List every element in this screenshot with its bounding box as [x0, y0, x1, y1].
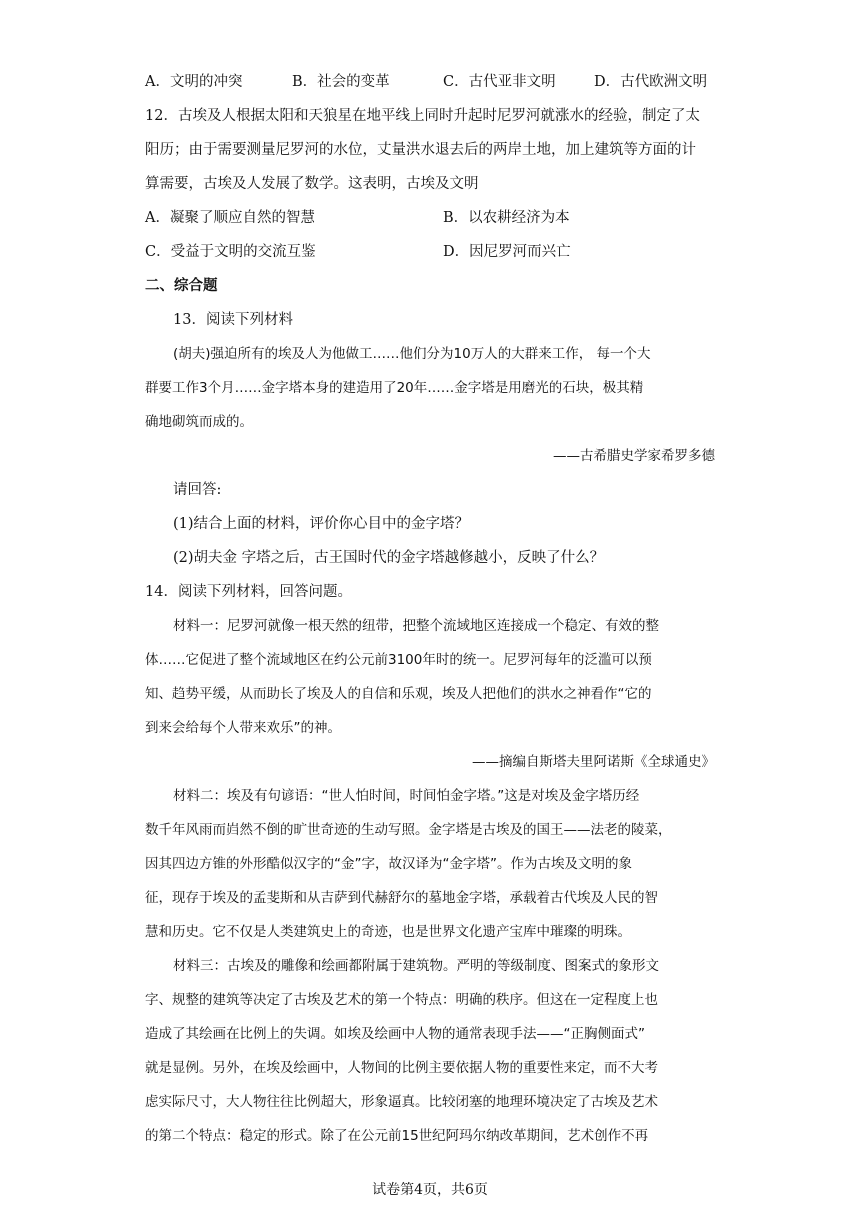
q12-option-d: D．因尼罗河而兴亡	[443, 244, 571, 260]
q12-option-b: B．以农耕经济为本	[443, 210, 570, 226]
q12-option-a: A．凝聚了顺应自然的智慧	[145, 210, 315, 226]
q14-material3-line-6: 的第二个特点：稳定的形式。除了在公元前15世纪阿玛尔纳改革期间，艺术创作不再	[145, 1128, 649, 1144]
section-heading: 二、综合题	[145, 277, 218, 294]
q14-material2-line-2: 数千年风雨而岿然不倒的旷世奇迹的生动写照。金字塔是古埃及的国王——法老的陵菜，	[145, 822, 672, 838]
q14-material1-line-4: 到来会给每个人带来欢乐”的神。	[145, 720, 341, 736]
q14-material3-line-3: 造成了其绘画在比例上的失调。如埃及绘画中人物的通常表现手法——“正胸侧面式”	[145, 1026, 645, 1042]
q12-line-2: 阳历；由于需要测量尼罗河的水位，丈量洪水退去后的两岸土地，加上建筑等方面的计	[145, 142, 696, 158]
page-footer: 试卷第4页，共6页	[372, 1182, 488, 1198]
q14-material1-line-1: 材料一：尼罗河就像一根天然的纽带，把整个流域地区连接成一个稳定、有效的整	[173, 618, 659, 634]
q14-material3-line-2: 字、规整的建筑等决定了古埃及艺术的第一个特点：明确的秩序。但这在一定程度上也	[145, 992, 658, 1008]
q14-material3-line-4: 就是显例。另外，在埃及绘画中，人物间的比例主要依据人物的重要性来定，而不大考	[145, 1060, 658, 1076]
q14-heading: 14．阅读下列材料，回答问题。	[145, 584, 352, 600]
q14-material1-line-2: 体……它促进了整个流域地区在约公元前3100年时的统一。尼罗河每年的泛滥可以预	[145, 652, 652, 668]
q11-option-a: A．文明的冲突	[145, 74, 243, 90]
q13-prompt: 请回答:	[173, 482, 222, 498]
q13-heading: 13．阅读下列材料	[173, 312, 293, 328]
q11-options	[145, 72, 725, 92]
q14-material2-line-3: 因其四边方锥的外形酷似汉字的“金”字，故汉译为“金字塔”。作为古埃及文明的象	[145, 856, 632, 872]
q14-material2-line-1: 材料二：埃及有句谚语：“世人怕时间，时间怕金字塔。”这是对埃及金字塔历经	[173, 788, 640, 804]
q13-question-1: (1)结合上面的材料，评价你心目中的金字塔？	[173, 516, 470, 532]
q12-option-c: C．受益于文明的交流互鉴	[145, 244, 316, 260]
q11-option-b: B．社会的变革	[292, 74, 390, 90]
q14-material2-line-4: 征，现存于埃及的孟斐斯和从吉萨到代赫舒尔的墓地金字塔，承载着古代埃及人民的智	[145, 890, 658, 906]
q14-material1-source: ——摘编自斯塔夫里阿诺斯《全球通史》	[472, 754, 715, 770]
q13-question-2: (2)胡夫金 字塔之后，古王国时代的金字塔越修越小，反映了什么？	[173, 550, 605, 566]
q14-material1-line-3: 知、趋势平缓，从而助长了埃及人的自信和乐观，埃及人把他们的洪水之神看作“它的	[145, 686, 652, 702]
q14-material3-line-5: 虑实际尺寸，大人物往往比例超大，形象逼真。比较闭塞的地理环境决定了古埃及艺术	[145, 1094, 658, 1110]
q13-source: ——古希腊史学家希罗多德	[553, 448, 715, 464]
q11-option-c: C．古代亚非文明	[443, 74, 556, 90]
q12-line-1: 12．古埃及人根据太阳和天狼星在地平线上同时升起时尼罗河就涨水的经验，制定了太	[145, 108, 700, 124]
q13-material-line-2: 群要工作3个月……金字塔本身的建造用了20年……金字塔是用磨光的石块，极其精	[145, 380, 644, 396]
q12-line-3: 算需要，古埃及人发展了数学。这表明，古埃及文明	[145, 176, 479, 192]
q14-material2-line-5: 慧和历史。它不仅是人类建筑史上的奇迹，也是世界文化遗产宝库中璀璨的明珠。	[145, 924, 631, 940]
q13-material-line-3: 确地砌筑而成的。	[145, 414, 253, 430]
q13-material-line-1: (胡夫)强迫所有的埃及人为他做工……他们分为10万人的大群来工作， 每一个大	[173, 346, 651, 362]
q14-material3-line-1: 材料三：古埃及的雕像和绘画都附属于建筑物。严明的等级制度、图案式的象形文	[173, 958, 659, 974]
q11-option-d: D．古代欧洲文明	[594, 74, 708, 90]
